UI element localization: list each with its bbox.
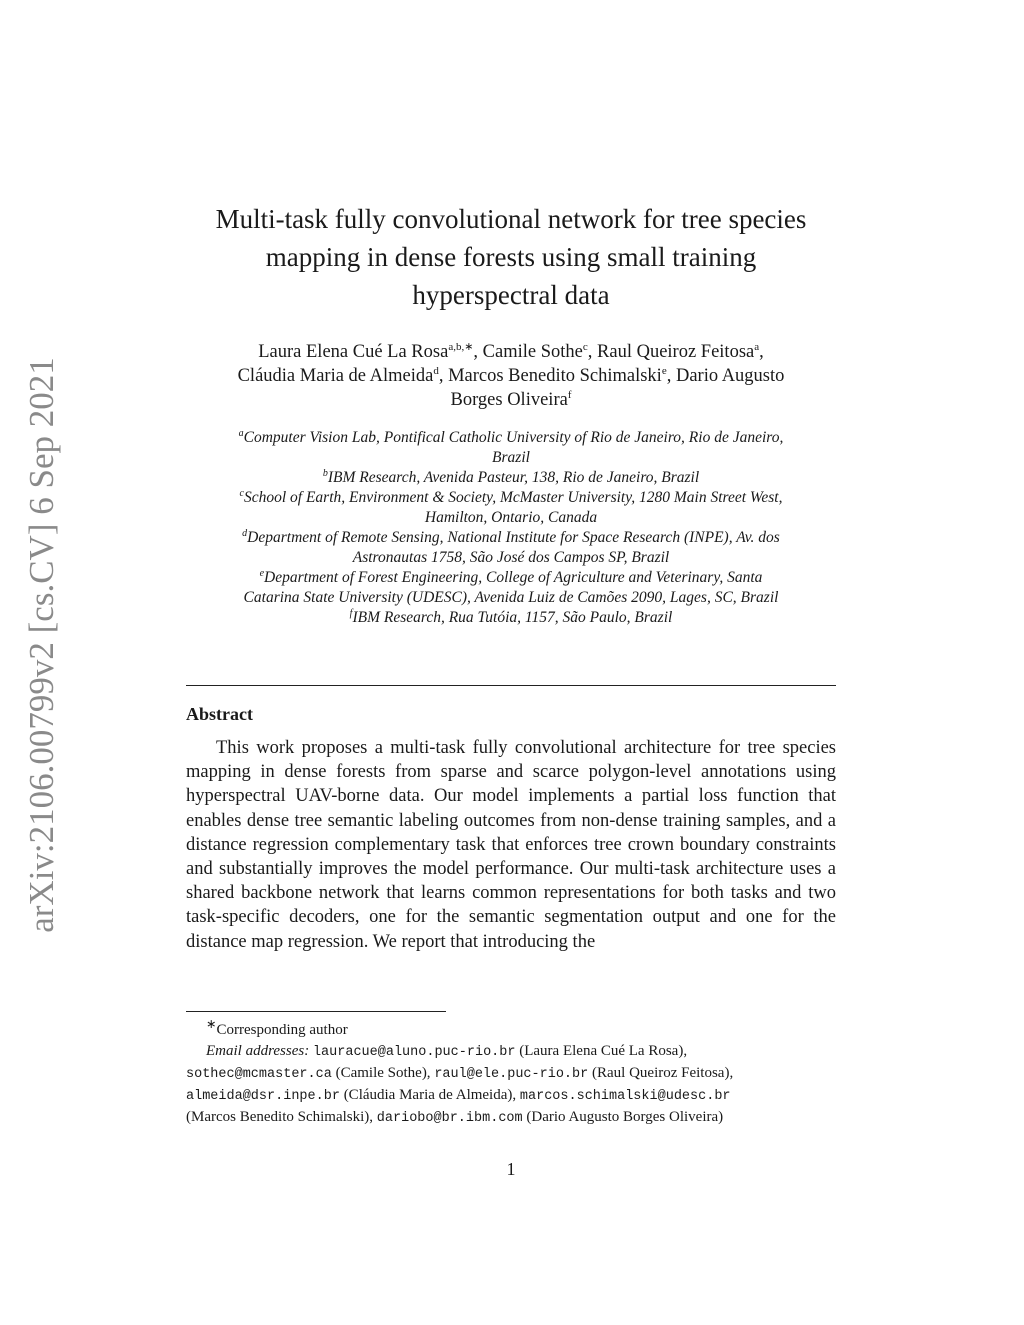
arxiv-identifier-stamp: arXiv:2106.00799v2 [cs.CV] 6 Sep 2021 <box>22 357 61 933</box>
corresponding-author-label: Corresponding author <box>216 1022 348 1038</box>
email-owner: (Camile Sothe), <box>335 1065 431 1081</box>
affiliation-text: School of Earth, Environment & Society, McMaster University, 1280 Main Street West, <box>243 489 783 506</box>
paper-title <box>186 200 836 314</box>
author-affiliation-mark: c <box>582 340 588 353</box>
author-name: Dario Augusto <box>675 366 785 386</box>
abstract-text: This work proposes a multi-task fully convolutional architecture for tree species mapping in dense forests from sparse and scarce polygon-level annotations using hyperspectral UAV-borne data. Our model implements a partial loss function that enables dense tree semantic labeling outcomes from non-dense training samples, and a distance regression complementary task that enforces tree crown boundary constraints and substantially improves the model performance. Our multi-task architecture uses a shared backbone network that learns common representations for both tasks and two task-specific decoders, one for the semantic segmentation output and one for the distance map regression. We report that introducing the <box>186 738 836 952</box>
corresponding-author-note <box>186 1014 836 1041</box>
affiliation-text: Computer Vision Lab, Pontifical Catholic University of Rio de Janeiro, Rio de Janeiro, <box>243 429 784 446</box>
author-affiliation-mark: a <box>754 340 760 353</box>
author-list: Laura Elena Cué La Rosa$^{a,b,∗}$, Camile Sothe$^c$, Raul Queiroz Feitosa$^a$, Cláudia Maria de Almeida$^d$, Marcos Benedito Schimalski$^e$, Dario Augusto Borges Oliveira$^f$ <box>237 340 785 410</box>
author-name: Cláudia Maria de Almeida <box>237 366 434 386</box>
affiliation-mark: c <box>239 487 244 499</box>
email-owner: (Marcos Benedito Schimalski), <box>186 1109 374 1125</box>
affiliation-entry <box>186 488 836 528</box>
affiliation-text: Astronautas 1758, São José dos Campos SP, Brazil <box>352 549 670 566</box>
author-affiliation-mark: d <box>433 364 439 377</box>
email-line <box>186 1063 836 1085</box>
affiliation-mark: f <box>349 607 353 619</box>
email-line <box>186 1041 836 1063</box>
email-owner: (Raul Queiroz Feitosa), <box>592 1065 734 1081</box>
email-addresses-label: Email addresses: <box>206 1043 310 1059</box>
email-owner: (Cláudia Maria de Almeida), <box>343 1087 517 1103</box>
affiliation-mark: d <box>242 527 248 539</box>
author-name: Laura Elena Cué La Rosa <box>258 342 449 362</box>
email-owner: (Dario Augusto Borges Oliveira) <box>526 1109 724 1125</box>
author-affiliation-mark: a,b,∗ <box>448 340 474 353</box>
affiliation-entry <box>186 568 836 608</box>
email-link[interactable]: raul@ele.puc-rio.br <box>434 1067 589 1082</box>
email-line <box>186 1085 836 1107</box>
abstract-heading: Abstract <box>186 704 253 724</box>
email-owner: (Laura Elena Cué La Rosa), <box>519 1043 688 1059</box>
author-affiliation-mark: e <box>661 364 667 377</box>
author-name: Camile Sothe <box>482 342 583 362</box>
email-link[interactable]: lauracue@aluno.puc-rio.br <box>312 1045 516 1060</box>
footnote-divider <box>186 1011 446 1012</box>
affiliation-entry <box>186 428 836 468</box>
affiliation-entry <box>186 528 836 568</box>
abstract-divider <box>186 685 836 686</box>
affiliation-mark: e <box>259 567 265 579</box>
affiliation-mark: a <box>238 427 244 439</box>
affiliation-text: Department of Remote Sensing, National Institute for Space Research (INPE), Av. dos <box>247 529 780 546</box>
affiliation-mark: b <box>322 467 328 479</box>
affiliation-text: Brazil <box>492 449 530 466</box>
affiliation-text: Catarina State University (UDESC), Avenida Luiz de Camões 2090, Lages, SC, Brazil <box>243 589 779 606</box>
affiliation-text: IBM Research, Avenida Pasteur, 138, Rio de Janeiro, Brazil <box>327 469 700 486</box>
affiliation-list <box>186 428 836 628</box>
email-link[interactable]: sothec@mcmaster.ca <box>186 1067 332 1082</box>
footnote-mark: ∗ <box>206 1017 217 1031</box>
email-link[interactable]: marcos.schimalski@udesc.br <box>519 1089 731 1104</box>
title-line-2: mapping in dense forests using small training <box>265 242 757 272</box>
affiliation-text: Department of Forest Engineering, College of Agriculture and Veterinary, Santa <box>264 569 763 586</box>
affiliation-text: Hamilton, Ontario, Canada <box>424 509 598 526</box>
footnotes <box>186 1014 836 1129</box>
author-name-continued: Borges Oliveira <box>450 390 568 410</box>
author-name: Raul Queiroz Feitosa <box>597 342 755 362</box>
author-affiliation-mark: f <box>567 388 572 401</box>
author-name: Marcos Benedito Schimalski <box>448 366 662 386</box>
affiliation-entry <box>186 468 836 488</box>
email-line <box>186 1107 836 1129</box>
title-line-3: hyperspectral data <box>412 280 610 310</box>
title-line-1: Multi-task fully convolutional network for tree species <box>215 204 807 234</box>
page-number: 1 <box>506 1159 516 1179</box>
affiliation-text: IBM Research, Rua Tutóia, 1157, São Paulo, Brazil <box>352 609 673 626</box>
email-link[interactable]: almeida@dsr.inpe.br <box>186 1089 340 1104</box>
affiliation-entry <box>186 608 836 628</box>
email-link[interactable]: dariobo@br.ibm.com <box>376 1111 523 1126</box>
